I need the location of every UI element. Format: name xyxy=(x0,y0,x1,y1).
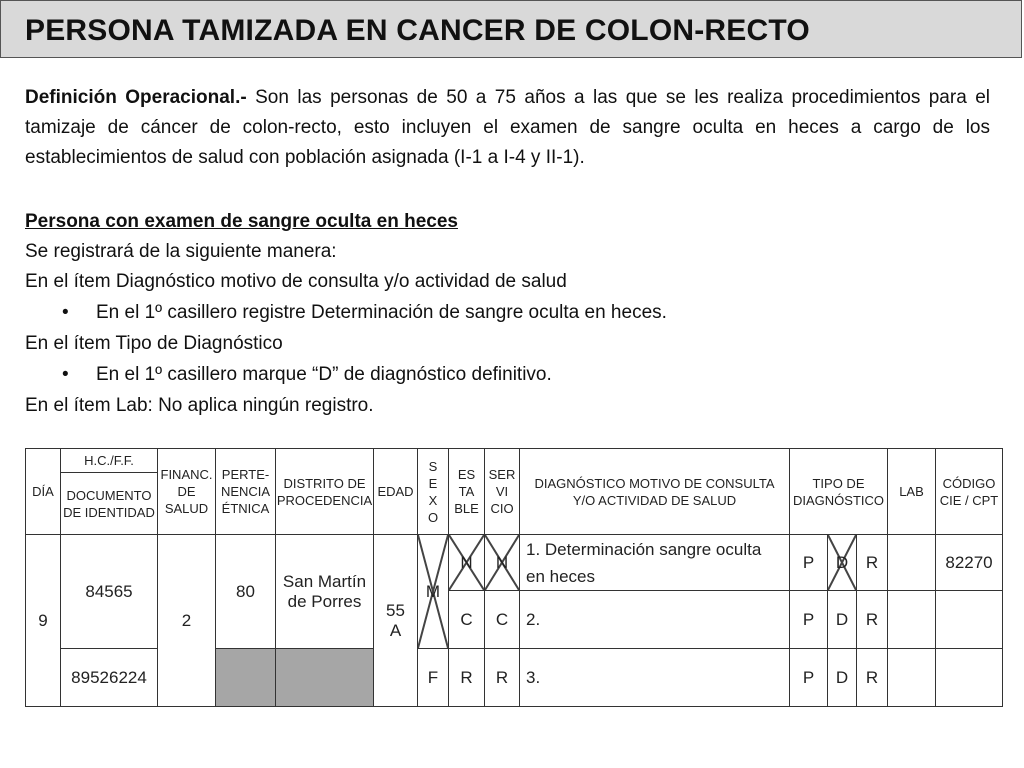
cell-distrito-gray xyxy=(276,649,374,707)
header-servicio: SER VI CIO xyxy=(485,449,520,535)
cell-servicio-1: N xyxy=(485,535,520,591)
cell-diagnostico-3: 3. xyxy=(520,649,790,707)
title-bar xyxy=(0,0,1022,58)
header-financ: FINANC. DE SALUD xyxy=(158,449,216,535)
cell-sexo-f: F xyxy=(418,649,449,707)
definition-text: Son las personas de 50 a 75 años a las que se les realiza procedimientos para el tamizaje de cáncer de colon-recto, esto incluyen el examen de sangre oculta en heces a cargo de los establecimientos de salud con población asignada (I-1 a I-4 y II-1). xyxy=(25,87,990,168)
cell-establecimiento-2: C xyxy=(449,591,485,649)
cell-codigo-2 xyxy=(936,591,1003,649)
cell-tipo-p-2: P xyxy=(790,591,828,649)
cell-tipo-d-3: D xyxy=(828,649,857,707)
cell-tipo-p-1: P xyxy=(790,535,828,591)
page-title: PERSONA TAMIZADA EN CANCER DE COLON-RECTO xyxy=(25,14,810,47)
bullet-item-2: En el 1º casillero marque “D” de diagnóstico definitivo. xyxy=(96,364,552,385)
instruction-line-3: En el ítem Tipo de Diagnóstico xyxy=(25,333,283,354)
cell-edad: 55 A xyxy=(374,535,418,707)
definition-label: Definición Operacional.- xyxy=(25,87,247,108)
header-edad: EDAD xyxy=(374,449,418,535)
cell-establecimiento-3: R xyxy=(449,649,485,707)
cell-lab-1 xyxy=(888,535,936,591)
header-hcff: H.C./F.F. xyxy=(61,449,158,473)
cell-servicio-3: R xyxy=(485,649,520,707)
cell-dia: 9 xyxy=(26,535,61,707)
cell-diagnostico-2: 2. xyxy=(520,591,790,649)
cell-codigo-3 xyxy=(936,649,1003,707)
cell-sexo-m: M xyxy=(418,535,449,649)
cell-codigo-1: 82270 xyxy=(936,535,1003,591)
header-dia: DÍA xyxy=(26,449,61,535)
cell-lab-2 xyxy=(888,591,936,649)
cell-tipo-d-2: D xyxy=(828,591,857,649)
section-heading: Persona con examen de sangre oculta en heces xyxy=(25,211,458,232)
cell-servicio-2: C xyxy=(485,591,520,649)
cell-tipo-r-1: R xyxy=(857,535,888,591)
cell-distrito: San Martín de Porres xyxy=(276,535,374,649)
cell-tipo-r-2: R xyxy=(857,591,888,649)
cell-establecimiento-1: N xyxy=(449,535,485,591)
instruction-line-1: Se registrará de la siguiente manera: xyxy=(25,241,337,262)
bullet-icon: • xyxy=(62,302,69,323)
header-establecimiento: ES TA BLE xyxy=(449,449,485,535)
bullet-item-1: En el 1º casillero registre Determinación de sangre oculta en heces. xyxy=(96,302,667,323)
cell-tipo-p-3: P xyxy=(790,649,828,707)
cell-diagnostico-1: 1. Determinación sangre oculta en heces xyxy=(520,535,790,591)
cell-tipo-d-1: D xyxy=(828,535,857,591)
header-codigo: CÓDIGO CIE / CPT xyxy=(936,449,1003,535)
header-pertenencia: PERTE- NENCIA ÉTNICA xyxy=(216,449,276,535)
his-registration-table xyxy=(25,448,1003,707)
header-sexo: S E X O xyxy=(418,449,449,535)
header-documento: DOCUMENTO DE IDENTIDAD xyxy=(61,473,158,535)
instruction-line-4: En el ítem Lab: No aplica ningún registro. xyxy=(25,395,374,416)
cell-financ: 2 xyxy=(158,535,216,707)
instruction-line-2: En el ítem Diagnóstico motivo de consulta y/o actividad de salud xyxy=(25,271,567,292)
bullet-icon: • xyxy=(62,364,69,385)
header-lab: LAB xyxy=(888,449,936,535)
cell-tipo-r-3: R xyxy=(857,649,888,707)
header-tipo-diagnostico: TIPO DE DIAGNÓSTICO xyxy=(790,449,888,535)
cell-lab-3 xyxy=(888,649,936,707)
cell-pertenencia: 80 xyxy=(216,535,276,649)
definition-paragraph xyxy=(25,83,990,173)
cell-documento: 89526224 xyxy=(61,649,158,707)
header-diagnostico: DIAGNÓSTICO MOTIVO DE CONSULTA Y/O ACTIVIDAD DE SALUD xyxy=(520,449,790,535)
cell-historia-clinica: 84565 xyxy=(61,535,158,649)
cell-pertenencia-gray xyxy=(216,649,276,707)
header-distrito: DISTRITO DE PROCEDENCIA xyxy=(276,449,374,535)
